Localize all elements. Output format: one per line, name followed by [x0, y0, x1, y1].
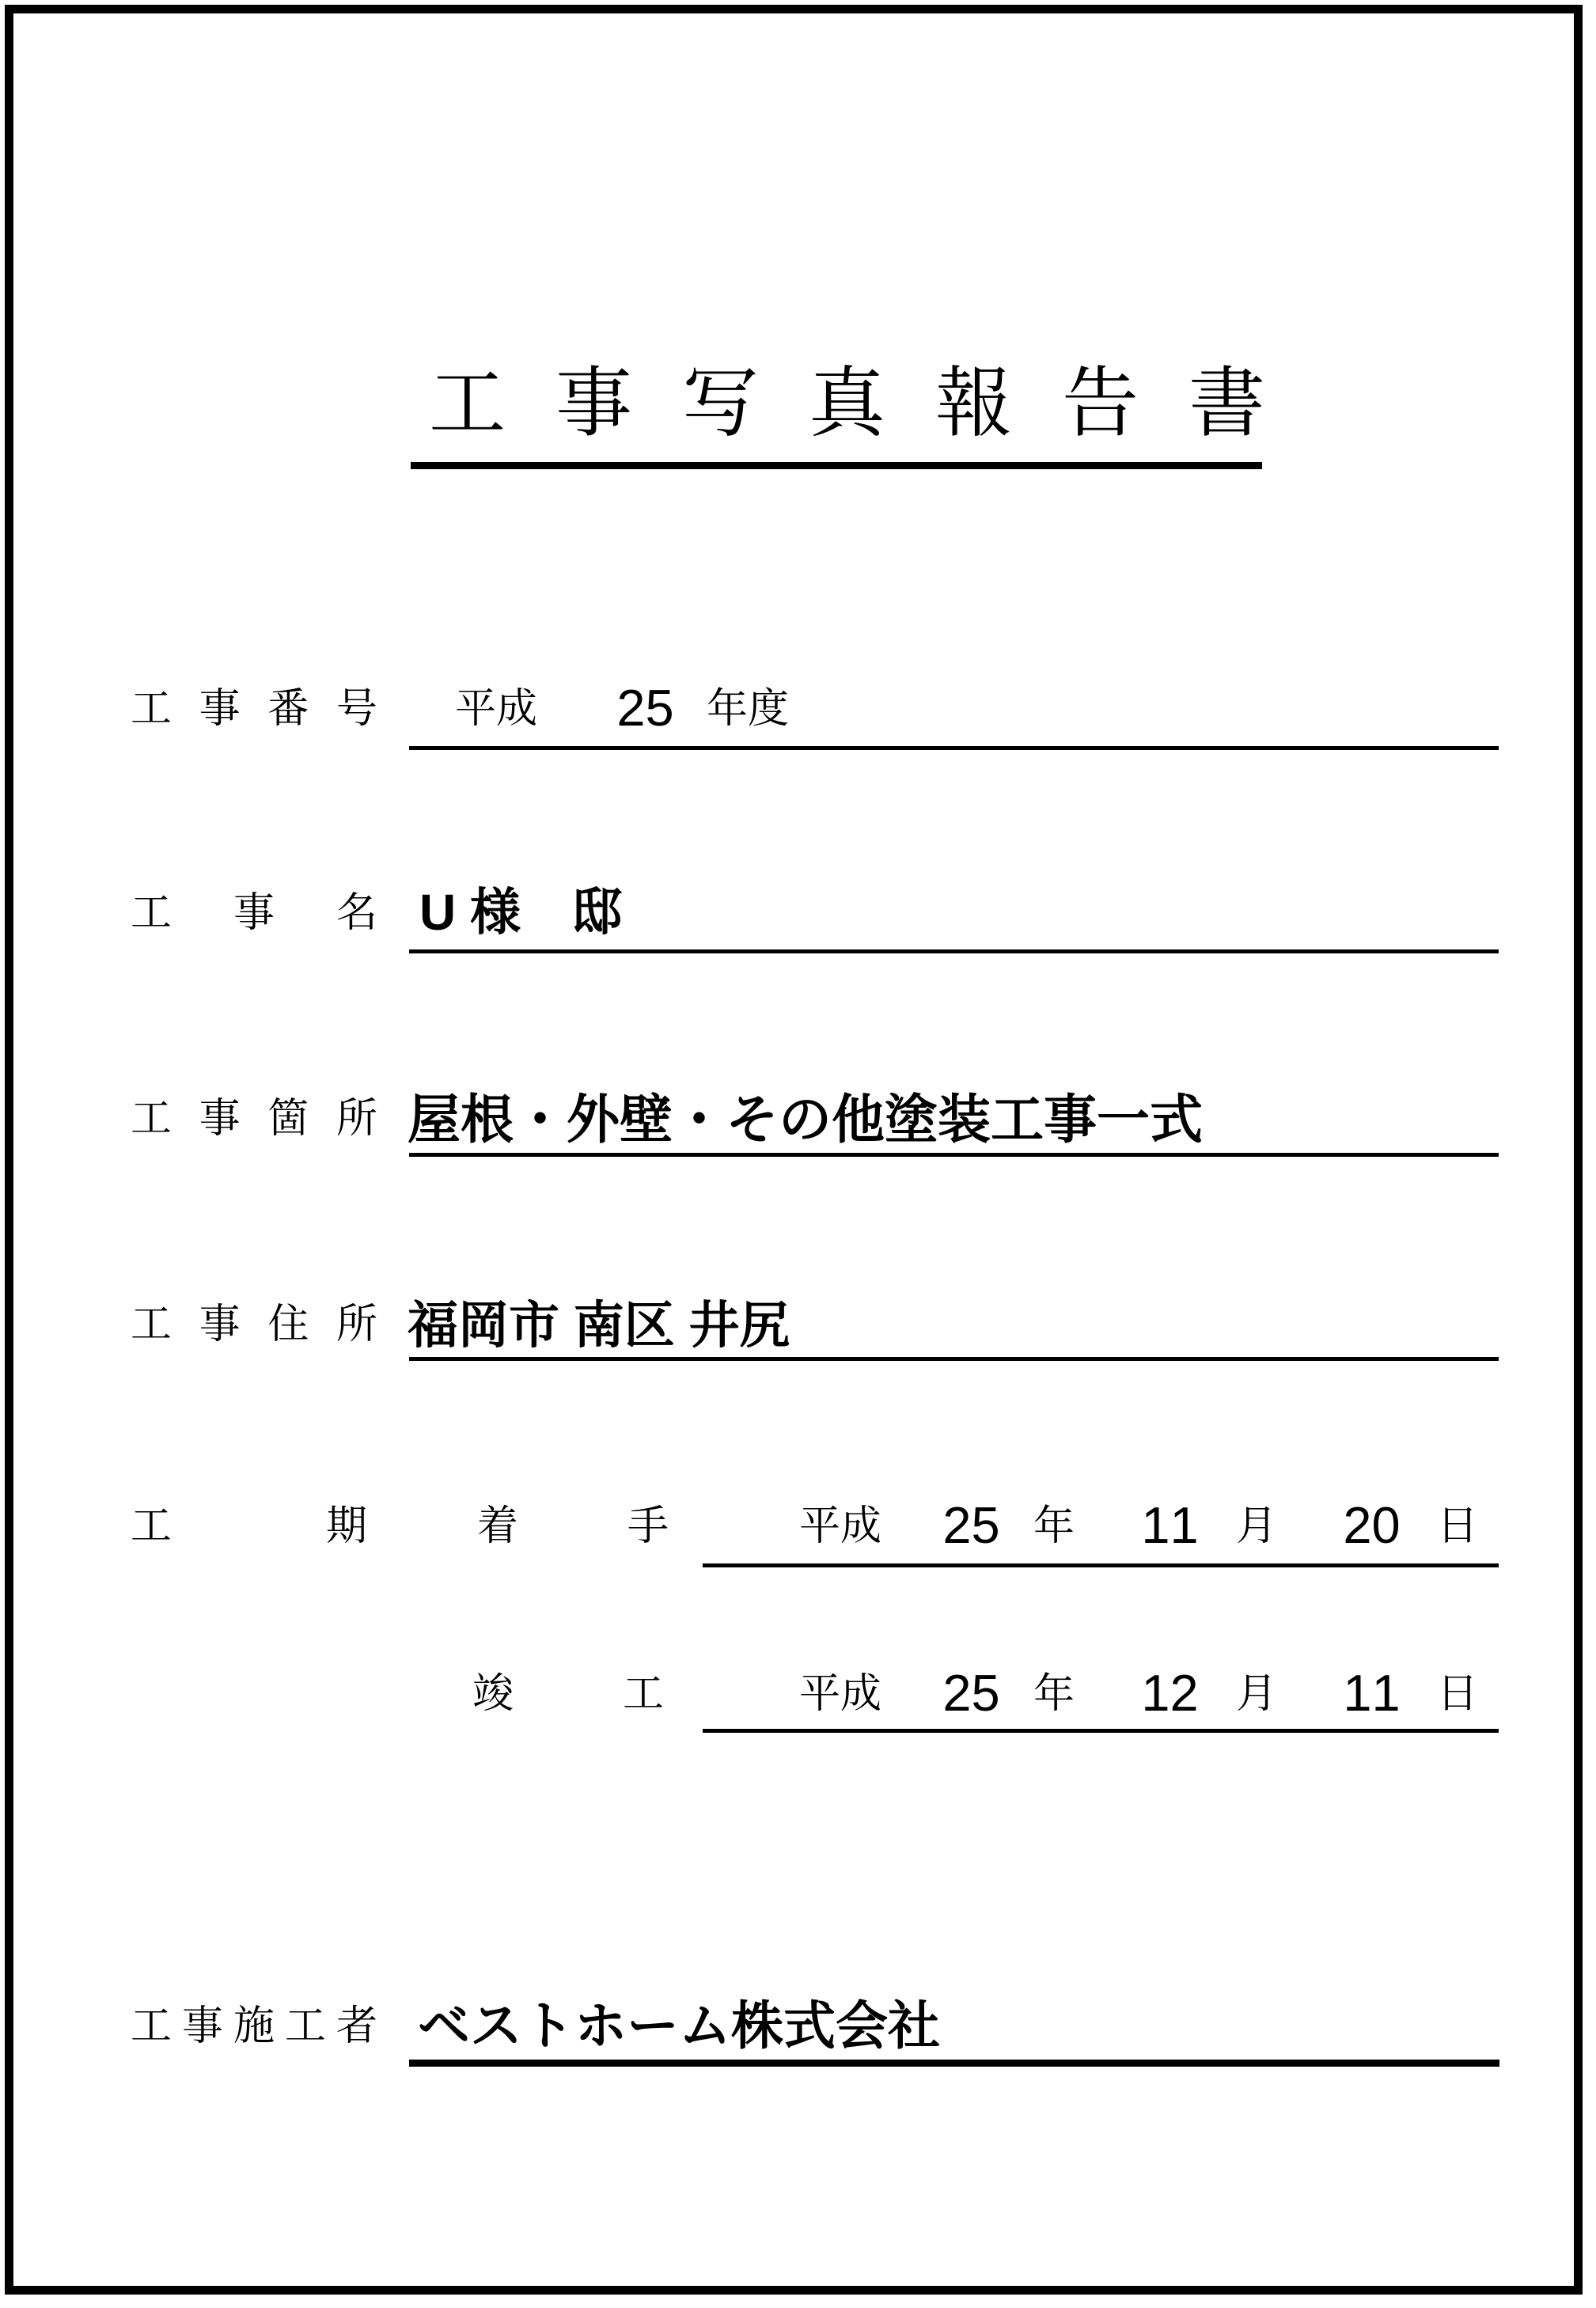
- construction-address-underline: [409, 1357, 1499, 1361]
- title-underline: [411, 462, 1262, 469]
- construction-number-underline: [409, 746, 1499, 750]
- contractor-value: ベストホーム株式会社: [418, 1996, 940, 2055]
- period-end-sublabel: 竣工: [472, 1672, 664, 1717]
- field-label-construction-name: 工事名: [131, 891, 377, 936]
- field-label-construction-section: 工事箇所: [131, 1097, 377, 1142]
- period-end-day: 11: [1343, 1664, 1401, 1722]
- period-start-day-unit: 日: [1437, 1504, 1479, 1549]
- period-start-sublabel: 着手: [477, 1504, 669, 1549]
- period-start-underline: [703, 1563, 1499, 1567]
- period-end-year-unit: 年: [1033, 1672, 1075, 1717]
- period-end-month-unit: 月: [1236, 1672, 1278, 1717]
- construction-address-value: 福岡市 南区 井尻: [408, 1297, 790, 1354]
- construction-section-value: 屋根・外壁・その他塗装工事一式: [408, 1090, 1203, 1150]
- page-border-frame: [5, 5, 1583, 2295]
- field-label-construction-number: 工事番号: [131, 687, 377, 732]
- construction-section-underline: [409, 1153, 1499, 1157]
- period-end-day-unit: 日: [1437, 1672, 1479, 1717]
- period-start-era: 平成: [799, 1504, 882, 1549]
- page-title: 工事写真報告書: [429, 362, 1315, 446]
- period-start-year: 25: [942, 1496, 1000, 1554]
- period-start-month: 11: [1141, 1496, 1199, 1554]
- period-start-year-unit: 年: [1033, 1504, 1075, 1549]
- construction-name-underline: [409, 949, 1499, 953]
- contractor-underline: [409, 2060, 1499, 2067]
- period-end-month: 12: [1141, 1664, 1199, 1722]
- construction-name-value: U 様 邸: [419, 884, 622, 941]
- construction-number-year: 25: [616, 679, 674, 737]
- period-start-day: 20: [1343, 1496, 1401, 1554]
- period-end-era: 平成: [799, 1672, 882, 1717]
- period-end-underline: [703, 1729, 1499, 1733]
- construction-number-unit: 年度: [707, 687, 790, 732]
- construction-number-era: 平成: [455, 687, 538, 732]
- field-label-construction-period: 工期: [131, 1504, 367, 1549]
- period-start-month-unit: 月: [1236, 1504, 1278, 1549]
- period-end-year: 25: [942, 1664, 1000, 1722]
- field-label-contractor: 工事施工者: [131, 2004, 377, 2049]
- field-label-construction-address: 工事住所: [131, 1302, 377, 1347]
